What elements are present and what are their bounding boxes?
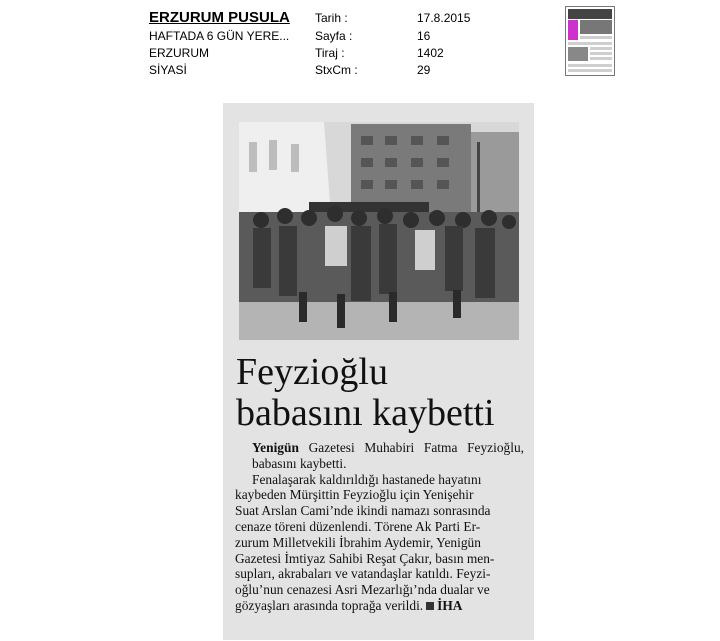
last-line-text: gözyaşları arasında toprağa verildi. [235, 597, 424, 613]
page-value: 16 [417, 29, 431, 43]
paragraph-1-text: Gazetesi Muhabiri Fatma Feyzioğlu, babasını kaybetti. [252, 440, 524, 471]
article-line: zurum Milletvekili İbrahim Aydemir, Yenigün [235, 534, 481, 550]
article-headline [236, 352, 495, 434]
article-line: kaybeden Mürşittin Feyzioğlu için Yenişehir [235, 487, 474, 503]
page-label: Sayfa : [315, 29, 353, 43]
stxcm-value: 29 [417, 63, 431, 77]
stxcm-label: StxCm : [315, 63, 358, 77]
thumb-text-line [590, 57, 612, 60]
page-thumbnail[interactable] [565, 6, 615, 76]
article-paragraph-1 [235, 440, 524, 472]
publication-frequency: HAFTADA 6 GÜN YERE... [149, 29, 290, 43]
thumb-highlight [568, 20, 578, 40]
article-line: cenaze töreni düzenlendi. Törene Ak Parti Er- [235, 518, 481, 534]
headline-line-2: babasını kaybetti [236, 392, 495, 434]
circulation-value: 1402 [417, 46, 444, 60]
end-square-icon [426, 602, 434, 610]
article-line: Fenalaşarak kaldırıldığı hastanede hayatını [252, 471, 482, 487]
article-line: Suat Arslan Cami’nde ikindi namazı sonrasında [235, 503, 491, 519]
newspaper-name: Yenigün [252, 440, 299, 455]
thumb-photo [580, 20, 612, 34]
thumb-text-line [580, 36, 612, 39]
thumb-text-line [568, 42, 612, 45]
funeral-photo [239, 122, 519, 340]
publication-city: ERZURUM [149, 46, 209, 60]
thumb-photo [568, 47, 588, 61]
thumb-text-line [568, 69, 612, 72]
funeral-photo-drawing [239, 122, 519, 340]
publication-category: SİYASİ [149, 63, 187, 77]
thumb-masthead [568, 9, 612, 19]
article-last-line [235, 598, 524, 614]
publication-name: ERZURUM PUSULA [149, 9, 290, 26]
headline-line-1: Feyzioğlu [236, 351, 388, 393]
date-label: Tarih : [315, 11, 348, 25]
article-line: Gazetesi İmtiyaz Sahibi Reşat Çakır, basın men- [235, 550, 495, 566]
article-body [235, 440, 524, 614]
thumb-text-line [590, 47, 612, 50]
circulation-label: Tiraj : [315, 46, 345, 60]
article-line: supları, akrabaları ve vatandaşlar katıldı. Feyzi- [235, 566, 491, 582]
thumb-text-line [590, 52, 612, 55]
date-value: 17.8.2015 [417, 11, 471, 25]
news-agency: İHA [437, 597, 463, 613]
article-line: oğlu’nun cenazesi Asri Mezarlığı’nda dualar ve [235, 582, 490, 598]
thumb-text-line [568, 64, 612, 67]
